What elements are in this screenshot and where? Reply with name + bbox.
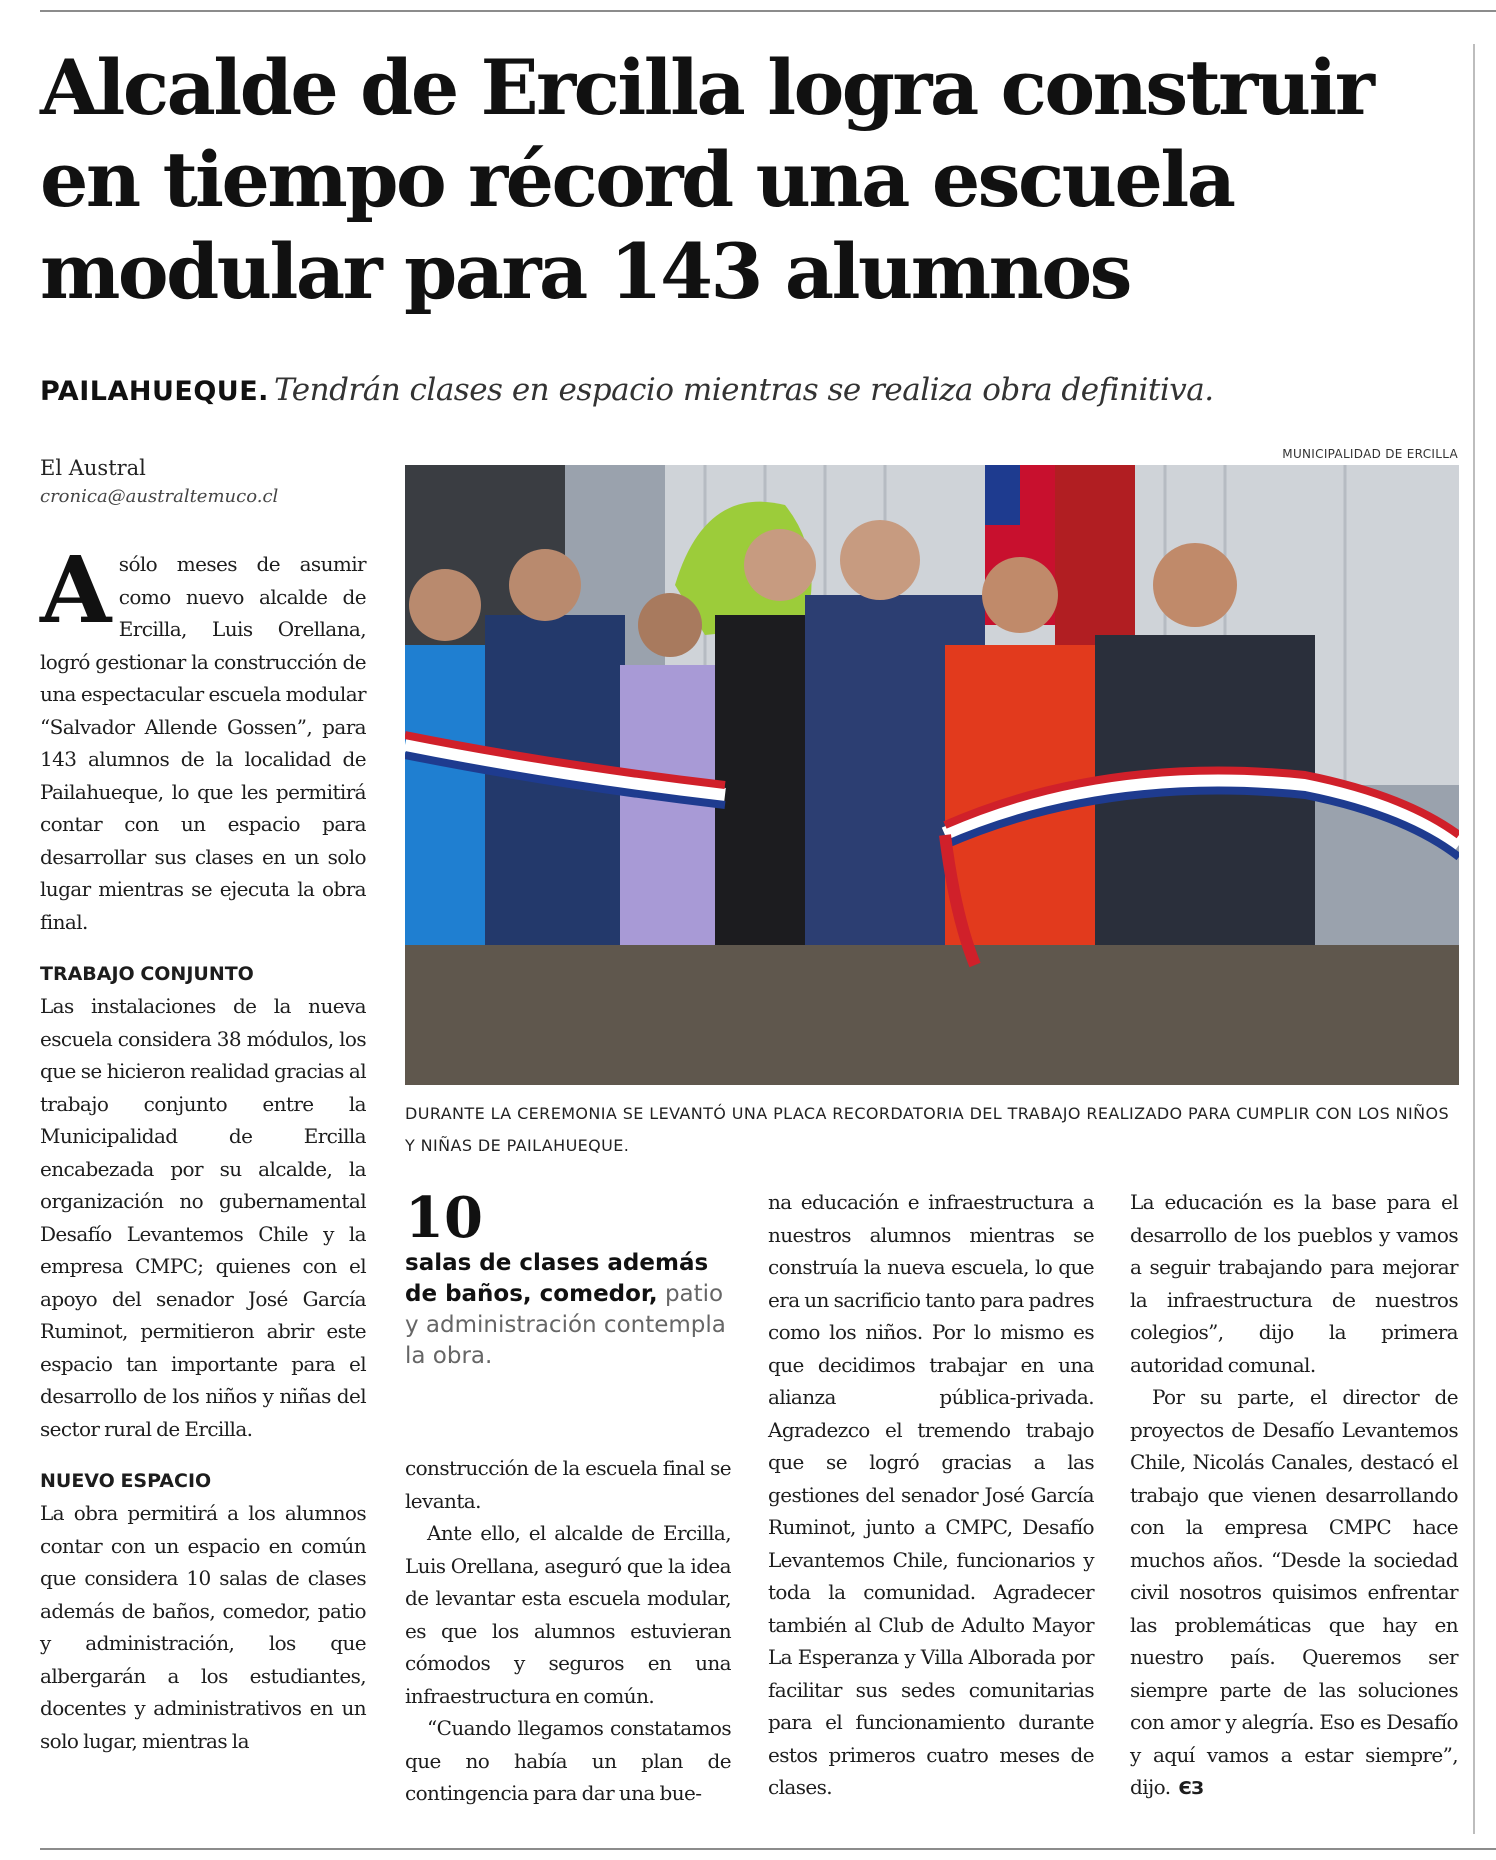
article-column-1	[40, 536, 366, 1757]
headline-line-3: modular para 143 alumnos	[40, 227, 1130, 316]
byline	[40, 456, 278, 507]
lead-paragraph	[40, 536, 366, 938]
end-mark-icon: ЄЗ	[1178, 1778, 1204, 1799]
column-4-paragraph-1: La educación es la base para el desarrollo de los pueblos y vamos a seguir trabajando para mejorar la infraestructura de nuestros colegios”, dijo la primera autoridad comunal.	[1130, 1190, 1458, 1377]
callout-number: 10	[405, 1185, 483, 1251]
location-kicker: PAILAHUEQUE.	[40, 376, 269, 407]
byline-email: cronica@australtemuco.cl	[40, 486, 279, 507]
article-column-2	[405, 1452, 731, 1810]
callout-text	[405, 1248, 735, 1372]
paragraph-trabajo-conjunto: Las instalaciones de la nueva escuela considera 38 módulos, los que se hicieron realidad gracias al trabajo conjunto entre la Municipalidad de Ercilla encabezada por su alcalde, la organización no gubernamental Desafío Levantemos Chile y la empresa CMPC; quienes con el apoyo del senador José García Ruminot, permitieron abrir este espacio tan importante para el desarrollo de los niños y niñas del sector rural de Ercilla.	[40, 994, 366, 1441]
column-4-paragraph-2	[1130, 1381, 1458, 1806]
headline-line-1: Alcalde de Ercilla logra construir	[40, 43, 1373, 132]
subheadline	[40, 372, 1460, 408]
photo-ground	[405, 945, 1459, 1085]
photo-caption: DURANTE LA CEREMONIA SE LEVANTÓ UNA PLACA RECORDATORIA DEL TRABAJO REALIZADO PARA CUMPLIR CON LOS NIÑOS Y NIÑAS DE PAILAHUEQUE.	[405, 1104, 1450, 1155]
column-2-paragraph-3: “Cuando llegamos constatamos que no había un plan de contingencia para dar una bue-	[405, 1716, 731, 1805]
lead-paragraph-text: sólo meses de asumir como nuevo alcalde de Ercilla, Luis Orellana, logró gestionar la construcción de una espectacular escuela modular “Salvador Allende Gossen”, para 143 alumnos de la localidad de Pailahueque, lo que les permitirá contar con un espacio para desarrollar sus clases en un solo lugar mientras se ejecuta la obra final.	[40, 552, 366, 934]
callout-strong-text: salas de clases además de baños, comedor,	[405, 1250, 709, 1307]
column-2-paragraph-2: Ante ello, el alcalde de Ercilla, Luis Orellana, aseguró que la idea de levantar esta escuela modular, es que los alumnos estuvieran cómodos y seguros en una infraestructura en común.	[405, 1521, 731, 1708]
column-4-paragraph-2-text: Por su parte, el director de proyectos de Desafío Levantemos Chile, Nicolás Canales, destacó el trabajo que vienen desarrollando con la empresa CMPC hace muchos años. “Desde la sociedad civil nosotros quisimos enfrentar las problemáticas que hay en nuestro país. Queremos ser siempre parte de las soluciones con amor y alegría. Eso es Desafío y aquí vamos a estar siempre”, dijo.	[1130, 1385, 1458, 1799]
top-rule	[40, 10, 1496, 12]
flag-blue	[985, 465, 1020, 525]
photo-credit: MUNICIPALIDAD DE ERCILLA	[1282, 447, 1458, 461]
section-heading-trabajo-conjunto: TRABAJO CONJUNTO	[40, 963, 254, 985]
ceremony-photo	[405, 465, 1459, 1085]
headline-line-2: en tiempo récord una escuela	[40, 135, 1234, 224]
paragraph-nuevo-espacio: La obra permitirá a los alumnos contar con un espacio en común que considera 10 salas de clases además de baños, comedor, patio y administración, los que albergarán a los estudiantes, docentes y administrativos en un solo lugar, mientras la	[40, 1501, 366, 1753]
bottom-rule	[40, 1848, 1496, 1850]
column-2-paragraph-1: construcción de la escuela final se levanta.	[405, 1456, 731, 1513]
adjacent-page-edge	[1473, 44, 1475, 1834]
column-3-paragraph-1: na educación e infraestructura a nuestros alumnos mientras se construía la nueva escuela, lo que era un sacrificio tanto para padres como los niños. Por lo mismo es que decidimos trabajar en una alianza pública-privada. Agradezco el tremendo trabajo que se logró gracias a las gestiones del senador José García Ruminot, junto a CMPC, Desafío Levantemos Chile, funcionarios y toda la comunidad. Agradecer también al Club de Adulto Mayor La Esperanza y Villa Alborada por facilitar sus sedes comunitarias para el funcionamiento durante estos primeros cuatro meses de clases.	[768, 1190, 1094, 1799]
article-headline	[40, 42, 1460, 318]
section-heading-nuevo-espacio: NUEVO ESPACIO	[40, 1470, 212, 1492]
deck-text: Tendrán clases en espacio mientras se realiza obra definitiva.	[274, 372, 1214, 408]
article-column-3	[768, 1186, 1094, 1804]
drop-cap: A	[40, 536, 111, 644]
stat-callout	[405, 1185, 735, 1372]
people-group	[405, 520, 1315, 945]
byline-author: El Austral	[40, 456, 146, 480]
article-column-4	[1130, 1186, 1458, 1806]
callout-rest-text: patio y administración contempla la obra.	[405, 1281, 726, 1369]
